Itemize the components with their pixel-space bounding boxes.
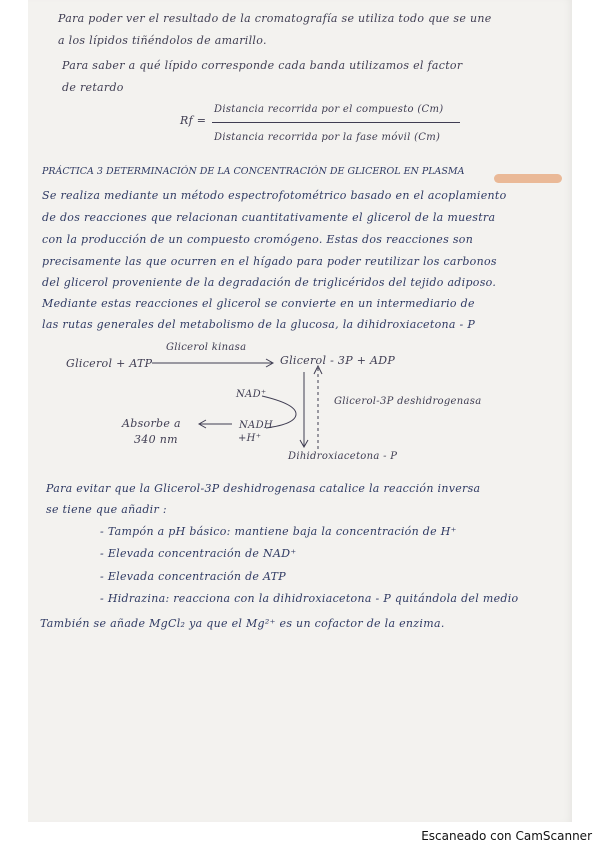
practice-title: PRÁCTICA 3 DETERMINACIÓN DE LA CONCENTRACIÓN DE GLICEROL EN PLASMA <box>42 166 465 177</box>
text-line: de retardo <box>62 81 124 94</box>
text-line: se tiene que añadir : <box>46 503 167 516</box>
text-line: Se realiza mediante un método espectrofotométrico basado en el acoplamiento <box>42 189 507 202</box>
text-line: precisamente las que ocurren en el hígado para poder reutilizar los carbonos <box>42 255 497 268</box>
dhap-label: Dihidroxiacetona - P <box>288 451 398 462</box>
rf-label: Rf = <box>180 114 207 127</box>
text-line: del glicerol proveniente de la degradación de triglicéridos del tejido adiposo. <box>42 276 497 289</box>
text-line: con la producción de un compuesto cromógeno. Estas dos reacciones son <box>42 233 474 246</box>
list-item: - Tampón a pH básico: mantiene baja la concentración de H⁺ <box>100 525 457 538</box>
h-plus-label: +H⁺ <box>238 433 262 444</box>
absorbance-label: Absorbe a <box>122 417 181 430</box>
wavelength-label: 340 nm <box>134 433 178 446</box>
text-line: las rutas generales del metabolismo de la glucosa, la dihidroxiacetona - P <box>42 318 476 331</box>
text-line: a los lípidos tiñéndolos de amarillo. <box>58 34 267 47</box>
text-line: Mediante estas reacciones el glicerol se convierte en un intermediario de <box>42 297 475 310</box>
text-line: Para saber a qué lípido corresponde cada banda utilizamos el factor <box>62 59 463 72</box>
coupling-curve <box>262 396 296 428</box>
nad-label: NAD⁺ <box>236 389 267 400</box>
text-line: de dos reacciones que relacionan cuantitativamente el glicerol de la muestra <box>42 211 496 224</box>
reaction-products: Glicerol - 3P + ADP <box>280 354 396 367</box>
enzyme-glicerol-kinasa: Glicerol kinasa <box>166 342 247 353</box>
list-item: - Hidrazina: reacciona con la dihidroxiacetona - P quitándola del medio <box>100 592 519 605</box>
text-line: Para poder ver el resultado de la cromatografía se utiliza todo que se une <box>58 12 492 25</box>
reaction-substrates: Glicerol + ATP <box>66 357 153 370</box>
rf-denominator: Distancia recorrida por la fase móvil (Cm) <box>214 132 441 143</box>
rf-numerator: Distancia recorrida por el compuesto (Cm) <box>214 104 444 115</box>
text-line: Para evitar que la Glicerol-3P deshidrogenasa catalice la reacción inversa <box>46 482 481 495</box>
text-line: También se añade MgCl₂ ya que el Mg²⁺ es un cofactor de la enzima. <box>40 617 445 630</box>
nadh-label: NADH <box>239 420 273 431</box>
scanner-watermark: Escaneado con CamScanner <box>421 829 592 843</box>
list-item: - Elevada concentración de ATP <box>100 570 287 583</box>
enzyme-deshidrogenasa: Glicerol-3P deshidrogenasa <box>334 396 482 407</box>
list-item: - Elevada concentración de NAD⁺ <box>100 547 297 560</box>
